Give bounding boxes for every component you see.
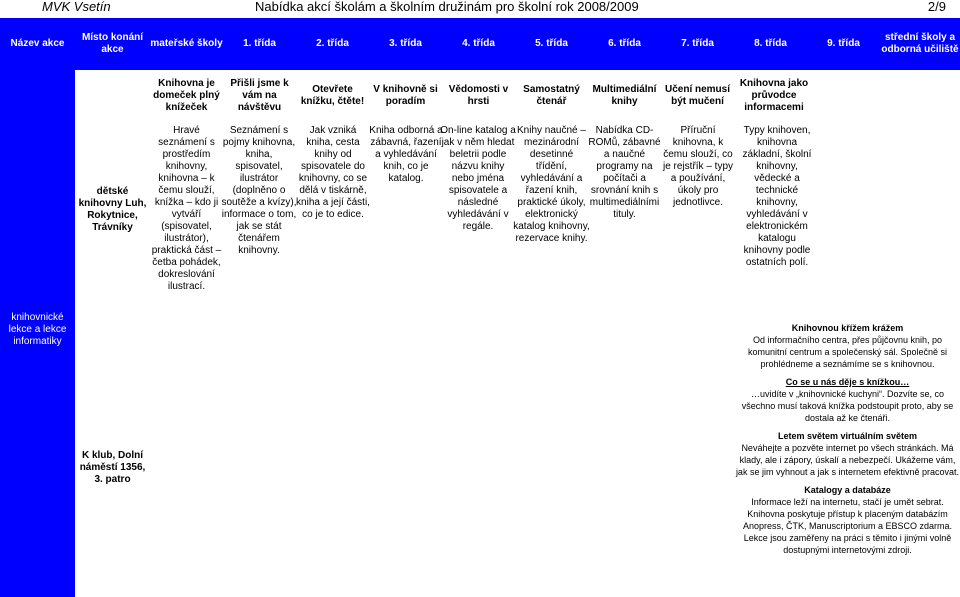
header-grade-9: 9. třída <box>827 38 860 49</box>
header-grade-8: 8. třída <box>754 38 787 49</box>
lesson-title: Knihovnou křížem krážem <box>791 323 904 333</box>
program-name: V knihovně si poradím <box>373 84 438 107</box>
header-grade-6: 6. třída <box>608 38 641 49</box>
program-name: Knihovna jako průvodce informacemi <box>739 78 809 113</box>
program-description: Nabídka CD-ROMů, zábavné a naučné programy na počítači a srovnání knih s multimediálními tituly. <box>588 125 661 220</box>
header-grade-1: 1. třída <box>243 38 276 49</box>
program-name: Samostatný čtenář <box>523 84 580 107</box>
row-marker <box>0 122 75 298</box>
lesson-text: Od informačního centra, přes půjčovnu knih, po komunitní centrum a společenský sál. Společně si prohlédneme a seznámíme se s knihovnou. <box>747 335 948 369</box>
header-venue: Místo konání akce <box>81 32 144 55</box>
program-name: Knihovna je domeček plný knížeček <box>153 78 220 113</box>
program-name: Přišli jsme k vám na návštěvu <box>230 78 289 113</box>
lesson-title: Co se u nás děje s knížkou… <box>785 377 910 387</box>
row-name: knihovnické lekce a lekce informatiky <box>8 312 67 347</box>
page-number: 2/9 <box>927 0 946 14</box>
document-title: Nabídka akcí školám a školním družinám pro školní rok 2008/2009 <box>255 0 639 14</box>
lessons-list <box>735 322 960 556</box>
header-grade-7: 7. třída <box>681 38 714 49</box>
header-grade-5: 5. třída <box>535 38 568 49</box>
program-name: Učení nemusí být mučení <box>664 84 731 107</box>
header-event-name: Název akce <box>10 38 65 49</box>
program-description: Typy knihoven, knihovna základní, školní knihovny, vědecké a technické knihovny, vyhledávání v elektronickém katalogu knihovny podle ostatních polí. <box>742 125 812 268</box>
lesson-title: Letem světem virtuálním světem <box>777 431 918 441</box>
row-marker <box>0 70 75 122</box>
program-description: Jak vzniká kniha, cesta knihy od spisovatele do knihovny, co se dělá v tiskárně, kniha a její části, co je to edice. <box>296 125 370 220</box>
program-name: Otevřete knížku, čtěte! <box>300 84 365 107</box>
venue-cell: K klub, Dolní náměstí 1356, 3. patro <box>79 449 146 485</box>
program-name: Multimediální knihy <box>592 84 657 107</box>
header-grade-4: 4. třída <box>462 38 495 49</box>
header-grade-3: 3. třída <box>389 38 422 49</box>
program-names-row <box>0 70 960 122</box>
library-lessons-row <box>0 298 960 597</box>
program-description: Hravé seznámení s prostředím knihovny, knihovna – k čemu slouží, knížka – kdo ji vytváří (spisovatel, ilustrátor), praktická část – četba pohádek, dokreslování ilustrací. <box>151 125 222 292</box>
program-description: On-line katalog a jak v něm hledat beletrii podle názvu knihy nebo jména spisovatele a následné vyhledávání v regále. <box>440 125 516 232</box>
program-description: Kniha odborná a zábavná, řazení a vyhledávání knih, co je katalog. <box>369 125 443 184</box>
program-description: Seznámení s pojmy knihovna, kniha, spisovatel, ilustrátor (doplněno o soutěže a kvízy), informace o tom, jak se stát čtenářem knihovny. <box>221 125 297 256</box>
program-description: Knihy naučné – mezinárodní desetinné třídění, vyhledávání a řazení knih, praktické úkoly, elektronický katalog knihovny, rezervace knihy. <box>513 125 590 244</box>
page-title-bar <box>0 0 960 15</box>
library-name: MVK Vsetín <box>42 0 111 14</box>
header-secondary-schools: střední školy a odborná učiliště <box>881 32 959 55</box>
venue-cell: dětské knihovny Luh, Rokytnice, Trávníky <box>78 186 147 233</box>
header-kindergarten: mateřské školy <box>150 38 223 49</box>
program-description: Příruční knihovna, k čemu slouží, co je rejstřík – typy a používání, úkoly pro jednotlivce. <box>662 125 734 208</box>
header-grade-2: 2. třída <box>316 38 349 49</box>
lesson-text: Neváhejte a pozvěte internet po všech stránkách. Má klady, ale i zápory, úskalí a nebezpečí. Ukážeme vám, jak se jim vyhnout a jak s internetem efektivně pracovat. <box>735 443 960 477</box>
program-name: Vědomosti v hrsti <box>448 84 509 107</box>
table-header <box>0 18 960 70</box>
row-name-cell <box>0 298 75 597</box>
lesson-text: …uvidíte v „knihovnické kuchyni“. Dozvíte se, co všechno musí taková knížka podstoupit proto, aby se dostala až ke čtenáři. <box>741 389 954 423</box>
lesson-text: Informace leží na internetu, stačí je umět sebrat. Knihovna poskytuje přístup k placeným databázím Anopress, ČTK, Manuscriptorium a EBSCO zdarma. Lekce jsou zaměřeny na práci s těmito i jinými volně dostupnými internetovými zdroji. <box>742 497 953 555</box>
lesson-title: Katalogy a databáze <box>804 485 891 495</box>
branch-libraries-row <box>0 122 960 298</box>
